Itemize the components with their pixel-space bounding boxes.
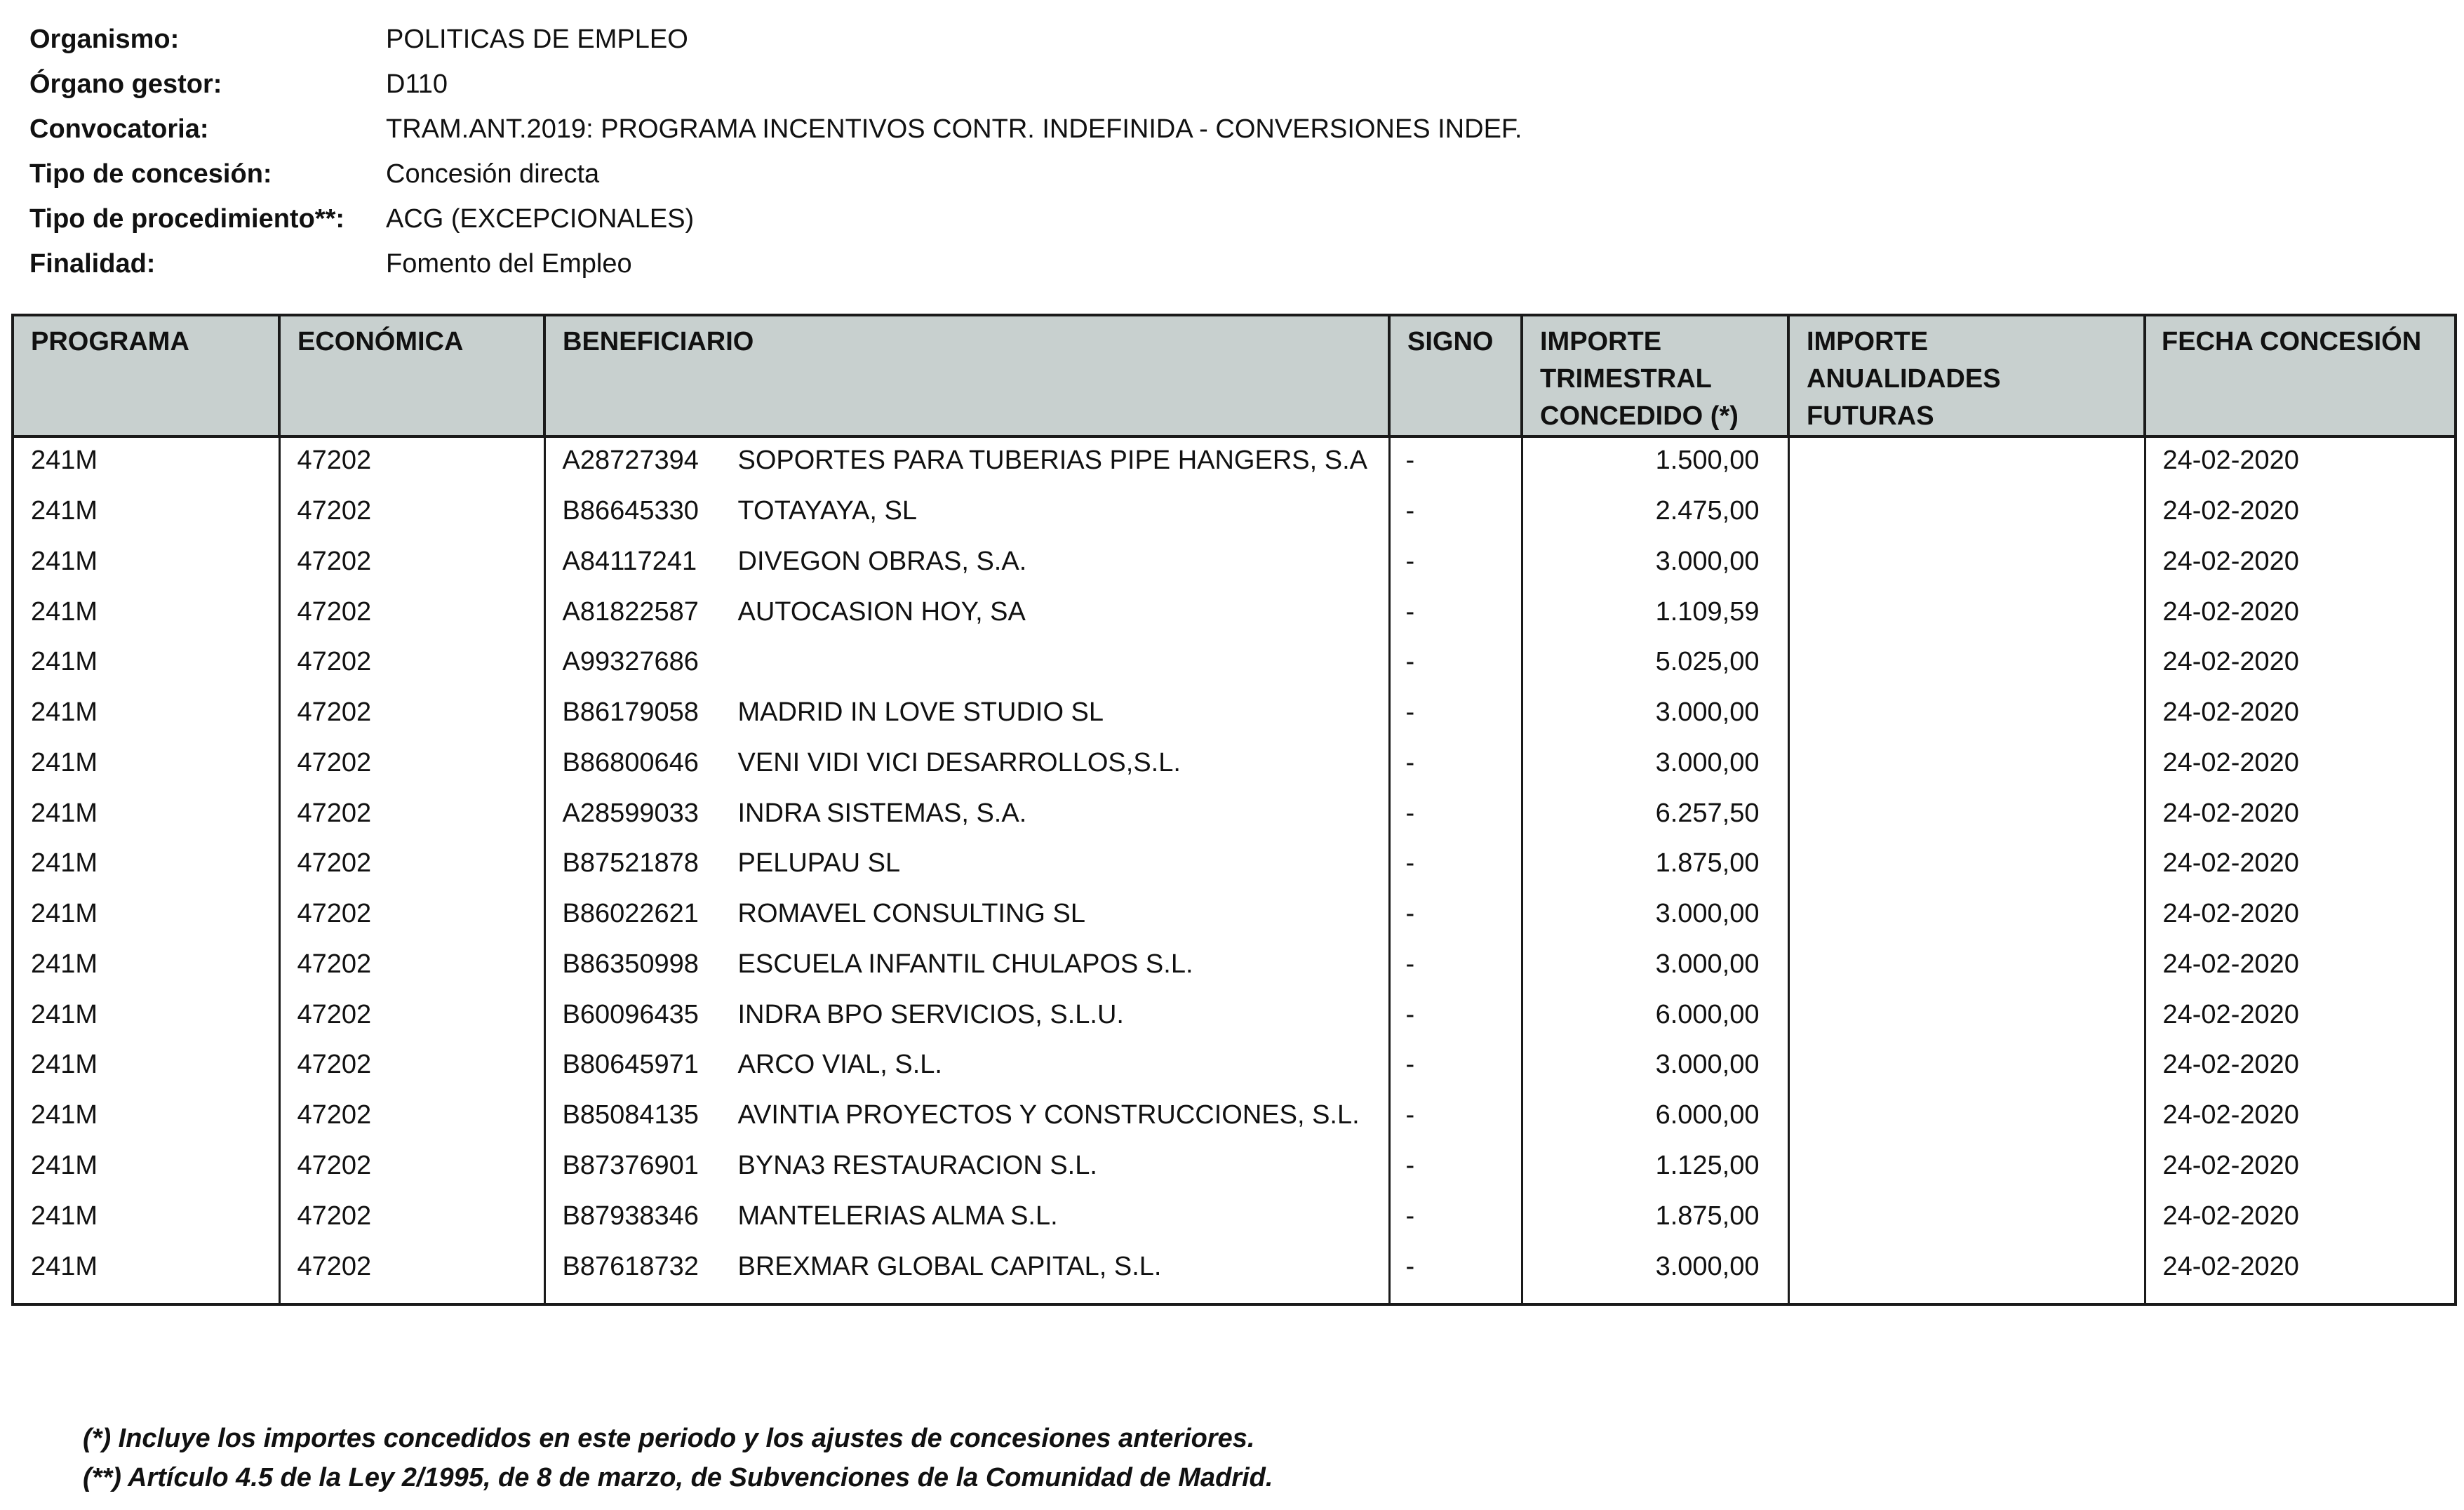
cell-economica: 47202 bbox=[279, 891, 544, 942]
cell-fecha-concesion: 24-02-2020 bbox=[2162, 798, 2299, 828]
cell-beneficiario bbox=[544, 942, 1389, 992]
filler-cell bbox=[1522, 1294, 1788, 1304]
table-row bbox=[13, 488, 2456, 539]
cell-signo: - bbox=[1389, 891, 1522, 942]
column-header-importe-trimestral: IMPORTE TRIMESTRAL CONCEDIDO (*) bbox=[1522, 315, 1788, 436]
cell-importe-trimestral: 3.000,00 bbox=[1522, 690, 1788, 740]
cell-importe-trimestral: 2.475,00 bbox=[1522, 488, 1788, 539]
cell-beneficiario bbox=[544, 791, 1389, 841]
cell-signo: - bbox=[1389, 690, 1522, 740]
cell-economica: 47202 bbox=[279, 791, 544, 841]
cell-importe-futuras bbox=[1788, 1244, 2145, 1295]
footnotes bbox=[83, 1419, 1273, 1497]
cell-programa: 241M bbox=[13, 1244, 279, 1295]
cell-economica: 47202 bbox=[279, 1042, 544, 1093]
table-row bbox=[13, 589, 2456, 640]
beneficiary-name: PELUPAU SL bbox=[737, 848, 901, 878]
cell-beneficiario bbox=[544, 1093, 1389, 1143]
column-header-signo: SIGNO bbox=[1389, 315, 1522, 436]
cell-programa: 241M bbox=[13, 589, 279, 640]
field-value: ACG (EXCEPCIONALES) bbox=[386, 204, 695, 234]
field-value: POLITICAS DE EMPLEO bbox=[386, 25, 688, 54]
cell-importe-futuras bbox=[1788, 791, 2145, 841]
field-finalidad bbox=[29, 241, 1522, 286]
column-header-programa: PROGRAMA bbox=[13, 315, 279, 436]
cell-beneficiario bbox=[544, 740, 1389, 791]
cell-importe-trimestral: 1.875,00 bbox=[1522, 841, 1788, 891]
column-header-economica: ECONÓMICA bbox=[279, 315, 544, 436]
grants-table bbox=[11, 314, 2457, 1306]
cell-fecha-concesion: 24-02-2020 bbox=[2162, 596, 2299, 627]
cell-importe-trimestral: 3.000,00 bbox=[1522, 1244, 1788, 1295]
cell-fecha-concesion: 24-02-2020 bbox=[2162, 899, 2299, 929]
cell-beneficiario bbox=[544, 1244, 1389, 1295]
table-header-row bbox=[13, 315, 2456, 436]
beneficiary-name: ROMAVEL CONSULTING SL bbox=[737, 899, 1086, 929]
cell-programa: 241M bbox=[13, 436, 279, 488]
table-row bbox=[13, 1244, 2456, 1295]
cell-fecha-concesion: 24-02-2020 bbox=[2162, 999, 2299, 1029]
cell-importe-trimestral: 6.000,00 bbox=[1522, 1093, 1788, 1143]
cell-importe-trimestral: 3.000,00 bbox=[1522, 891, 1788, 942]
cell-economica: 47202 bbox=[279, 1194, 544, 1244]
cell-importe-trimestral: 1.875,00 bbox=[1522, 1194, 1788, 1244]
cell-importe-futuras bbox=[1788, 942, 2145, 992]
field-value: Fomento del Empleo bbox=[386, 249, 632, 279]
beneficiary-name: BYNA3 RESTAURACION S.L. bbox=[737, 1150, 1097, 1180]
cell-importe-futuras bbox=[1788, 1143, 2145, 1194]
cell-economica: 47202 bbox=[279, 690, 544, 740]
cell-signo: - bbox=[1389, 589, 1522, 640]
cell-beneficiario bbox=[544, 891, 1389, 942]
table-row bbox=[13, 1042, 2456, 1093]
cell-programa: 241M bbox=[13, 891, 279, 942]
beneficiary-nif: B85084135 bbox=[562, 1100, 699, 1130]
cell-signo: - bbox=[1389, 841, 1522, 891]
table-row bbox=[13, 841, 2456, 891]
cell-importe-trimestral: 1.125,00 bbox=[1522, 1143, 1788, 1194]
cell-signo: - bbox=[1389, 639, 1522, 690]
field-label: Organismo: bbox=[29, 25, 180, 54]
cell-importe-trimestral: 6.000,00 bbox=[1522, 992, 1788, 1043]
cell-importe-futuras bbox=[1788, 436, 2145, 488]
beneficiary-nif: B86800646 bbox=[562, 747, 699, 777]
cell-importe-futuras bbox=[1788, 740, 2145, 791]
cell-economica: 47202 bbox=[279, 639, 544, 690]
cell-economica: 47202 bbox=[279, 1244, 544, 1295]
cell-signo: - bbox=[1389, 1143, 1522, 1194]
cell-economica: 47202 bbox=[279, 992, 544, 1043]
cell-beneficiario bbox=[544, 1143, 1389, 1194]
cell-programa: 241M bbox=[13, 791, 279, 841]
cell-signo: - bbox=[1389, 488, 1522, 539]
cell-fecha-concesion: 24-02-2020 bbox=[2162, 1201, 2299, 1231]
cell-economica: 47202 bbox=[279, 436, 544, 488]
table-row bbox=[13, 891, 2456, 942]
cell-beneficiario bbox=[544, 1042, 1389, 1093]
beneficiary-nif: B87521878 bbox=[562, 848, 699, 878]
cell-signo: - bbox=[1389, 1093, 1522, 1143]
cell-economica: 47202 bbox=[279, 942, 544, 992]
field-label: Tipo de concesión: bbox=[29, 159, 272, 189]
filler-cell bbox=[13, 1294, 279, 1304]
field-label: Convocatoria: bbox=[29, 114, 209, 144]
cell-fecha-concesion: 24-02-2020 bbox=[2162, 949, 2299, 979]
cell-importe-trimestral: 3.000,00 bbox=[1522, 539, 1788, 589]
cell-importe-trimestral: 3.000,00 bbox=[1522, 1042, 1788, 1093]
table-filler-row bbox=[13, 1294, 2456, 1304]
beneficiary-name: AVINTIA PROYECTOS Y CONSTRUCCIONES, S.L. bbox=[737, 1100, 1360, 1130]
beneficiary-name: INDRA SISTEMAS, S.A. bbox=[737, 798, 1027, 828]
cell-beneficiario bbox=[544, 690, 1389, 740]
cell-importe-trimestral: 3.000,00 bbox=[1522, 740, 1788, 791]
cell-programa: 241M bbox=[13, 639, 279, 690]
cell-importe-trimestral: 3.000,00 bbox=[1522, 942, 1788, 992]
table-row bbox=[13, 690, 2456, 740]
beneficiary-nif: B87618732 bbox=[562, 1251, 699, 1281]
beneficiary-nif: A84117241 bbox=[562, 546, 697, 576]
cell-fecha-concesion: 24-02-2020 bbox=[2162, 546, 2299, 576]
cell-fecha-concesion: 24-02-2020 bbox=[2162, 647, 2299, 677]
beneficiary-nif: B86022621 bbox=[562, 899, 699, 929]
table-row bbox=[13, 740, 2456, 791]
cell-fecha-concesion: 24-02-2020 bbox=[2162, 848, 2299, 878]
beneficiary-nif: B86179058 bbox=[562, 697, 699, 728]
cell-programa: 241M bbox=[13, 1194, 279, 1244]
beneficiary-name: MADRID IN LOVE STUDIO SL bbox=[737, 697, 1104, 728]
beneficiary-nif: A99327686 bbox=[562, 647, 699, 677]
column-header-importe-futuras: IMPORTE ANUALIDADES FUTURAS bbox=[1788, 315, 2145, 436]
beneficiary-name: DIVEGON OBRAS, S.A. bbox=[737, 546, 1027, 576]
cell-signo: - bbox=[1389, 1042, 1522, 1093]
table-row bbox=[13, 992, 2456, 1043]
cell-economica: 47202 bbox=[279, 740, 544, 791]
cell-importe-trimestral: 6.257,50 bbox=[1522, 791, 1788, 841]
cell-programa: 241M bbox=[13, 1093, 279, 1143]
cell-fecha-concesion: 24-02-2020 bbox=[2162, 1050, 2299, 1080]
cell-economica: 47202 bbox=[279, 1093, 544, 1143]
cell-beneficiario bbox=[544, 639, 1389, 690]
field-convocatoria bbox=[29, 107, 1522, 152]
cell-programa: 241M bbox=[13, 992, 279, 1043]
cell-importe-trimestral: 1.500,00 bbox=[1522, 436, 1788, 488]
cell-importe-futuras bbox=[1788, 992, 2145, 1043]
table-row bbox=[13, 639, 2456, 690]
beneficiary-nif: B60096435 bbox=[562, 999, 699, 1029]
table-row bbox=[13, 791, 2456, 841]
cell-importe-futuras bbox=[1788, 841, 2145, 891]
cell-programa: 241M bbox=[13, 841, 279, 891]
cell-beneficiario bbox=[544, 589, 1389, 640]
cell-beneficiario bbox=[544, 1194, 1389, 1244]
table-row bbox=[13, 1093, 2456, 1143]
cell-importe-futuras bbox=[1788, 639, 2145, 690]
cell-importe-futuras bbox=[1788, 1093, 2145, 1143]
beneficiary-nif: A28727394 bbox=[562, 446, 699, 475]
field-label: Tipo de procedimiento**: bbox=[29, 204, 345, 234]
cell-economica: 47202 bbox=[279, 589, 544, 640]
cell-fecha-concesion: 24-02-2020 bbox=[2162, 747, 2299, 777]
filler-cell bbox=[279, 1294, 544, 1304]
beneficiary-name: MANTELERIAS ALMA S.L. bbox=[737, 1201, 1058, 1231]
cell-economica: 47202 bbox=[279, 1143, 544, 1194]
cell-programa: 241M bbox=[13, 539, 279, 589]
cell-fecha-concesion: 24-02-2020 bbox=[2162, 1251, 2299, 1281]
cell-importe-futuras bbox=[1788, 488, 2145, 539]
cell-importe-futuras bbox=[1788, 1042, 2145, 1093]
cell-beneficiario bbox=[544, 539, 1389, 589]
beneficiary-nif: B86645330 bbox=[562, 496, 699, 526]
beneficiary-nif: A28599033 bbox=[562, 798, 699, 828]
cell-importe-futuras bbox=[1788, 690, 2145, 740]
cell-programa: 241M bbox=[13, 488, 279, 539]
cell-fecha-concesion: 24-02-2020 bbox=[2162, 697, 2299, 728]
field-tipo-concesion bbox=[29, 152, 1522, 196]
cell-importe-trimestral: 5.025,00 bbox=[1522, 639, 1788, 690]
cell-economica: 47202 bbox=[279, 841, 544, 891]
cell-programa: 241M bbox=[13, 1042, 279, 1093]
beneficiary-name: ESCUELA INFANTIL CHULAPOS S.L. bbox=[737, 949, 1193, 979]
beneficiary-nif: A81822587 bbox=[562, 596, 699, 627]
table-row bbox=[13, 539, 2456, 589]
cell-programa: 241M bbox=[13, 1143, 279, 1194]
footnote-procedimiento: (**) Artículo 4.5 de la Ley 2/1995, de 8 de marzo, de Subvenciones de la Comunidad de Madrid. bbox=[83, 1463, 1273, 1492]
table-row bbox=[13, 942, 2456, 992]
cell-fecha-concesion: 24-02-2020 bbox=[2162, 446, 2299, 475]
cell-programa: 241M bbox=[13, 942, 279, 992]
cell-economica: 47202 bbox=[279, 488, 544, 539]
field-organo-gestor bbox=[29, 62, 1522, 107]
cell-fecha-concesion: 24-02-2020 bbox=[2162, 1150, 2299, 1180]
table-body bbox=[13, 436, 2456, 1304]
beneficiary-nif: B80645971 bbox=[562, 1050, 699, 1080]
cell-importe-futuras bbox=[1788, 589, 2145, 640]
cell-signo: - bbox=[1389, 942, 1522, 992]
field-label: Órgano gestor: bbox=[29, 69, 222, 99]
table-row bbox=[13, 1143, 2456, 1194]
cell-programa: 241M bbox=[13, 690, 279, 740]
cell-signo: - bbox=[1389, 436, 1522, 488]
field-value: Concesión directa bbox=[386, 159, 600, 189]
filler-cell bbox=[1389, 1294, 1522, 1304]
cell-importe-trimestral: 1.109,59 bbox=[1522, 589, 1788, 640]
beneficiary-nif: B86350998 bbox=[562, 949, 699, 979]
cell-beneficiario bbox=[544, 992, 1389, 1043]
beneficiary-nif: B87376901 bbox=[562, 1150, 699, 1180]
beneficiary-name: SOPORTES PARA TUBERIAS PIPE HANGERS, S.A bbox=[737, 446, 1367, 475]
cell-beneficiario bbox=[544, 488, 1389, 539]
field-label: Finalidad: bbox=[29, 249, 156, 279]
field-organismo bbox=[29, 17, 1522, 62]
cell-importe-futuras bbox=[1788, 1194, 2145, 1244]
filler-cell bbox=[544, 1294, 1389, 1304]
beneficiary-name: AUTOCASION HOY, SA bbox=[737, 596, 1026, 627]
field-value: TRAM.ANT.2019: PROGRAMA INCENTIVOS CONTR. INDEFINIDA - CONVERSIONES INDEF. bbox=[386, 114, 1522, 144]
cell-importe-futuras bbox=[1788, 891, 2145, 942]
beneficiary-name: ARCO VIAL, S.L. bbox=[737, 1050, 942, 1080]
cell-signo: - bbox=[1389, 539, 1522, 589]
beneficiary-name: INDRA BPO SERVICIOS, S.L.U. bbox=[737, 999, 1124, 1029]
beneficiary-name: VENI VIDI VICI DESARROLLOS,S.L. bbox=[737, 747, 1181, 777]
header-fields bbox=[29, 17, 1522, 286]
cell-signo: - bbox=[1389, 1244, 1522, 1295]
cell-signo: - bbox=[1389, 791, 1522, 841]
beneficiary-nif: B87938346 bbox=[562, 1201, 699, 1231]
cell-importe-futuras bbox=[1788, 539, 2145, 589]
cell-beneficiario bbox=[544, 436, 1389, 488]
field-tipo-procedimiento bbox=[29, 196, 1522, 241]
cell-signo: - bbox=[1389, 740, 1522, 791]
table-row bbox=[13, 1194, 2456, 1244]
cell-economica: 47202 bbox=[279, 539, 544, 589]
cell-programa: 241M bbox=[13, 740, 279, 791]
cell-fecha-concesion: 24-02-2020 bbox=[2162, 1100, 2299, 1130]
beneficiary-name: BREXMAR GLOBAL CAPITAL, S.L. bbox=[737, 1251, 1162, 1281]
column-header-beneficiario: BENEFICIARIO bbox=[544, 315, 1389, 436]
cell-signo: - bbox=[1389, 1194, 1522, 1244]
filler-cell bbox=[2145, 1294, 2456, 1304]
cell-fecha-concesion: 24-02-2020 bbox=[2162, 496, 2299, 526]
filler-cell bbox=[1788, 1294, 2145, 1304]
column-header-fecha-concesion: FECHA CONCESIÓN bbox=[2145, 315, 2456, 436]
footnote-importes: (*) Incluye los importes concedidos en este periodo y los ajustes de concesiones anteriores. bbox=[83, 1424, 1255, 1453]
beneficiary-name: TOTAYAYA, SL bbox=[737, 496, 918, 526]
cell-signo: - bbox=[1389, 992, 1522, 1043]
field-value: D110 bbox=[386, 69, 448, 99]
table-row bbox=[13, 436, 2456, 488]
cell-beneficiario bbox=[544, 841, 1389, 891]
